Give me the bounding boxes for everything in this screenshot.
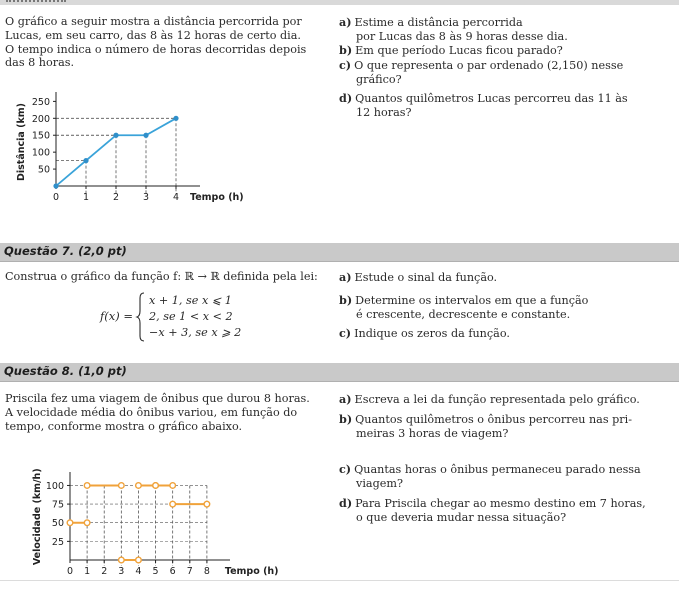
q7-case: 2, se 1 < x < 2 (149, 310, 233, 323)
q6-item-letter: c) (339, 58, 352, 72)
q7-item-letter: a) (339, 270, 352, 284)
speed-y-tick-label: 25 (51, 536, 64, 548)
distance-y-tick-label: 150 (31, 130, 50, 142)
q8-item-b (339, 413, 675, 441)
q7-item-a (339, 271, 669, 285)
q8-item-text: o que deveria mudar nessa situação? (356, 510, 567, 524)
speed-y-tick-label: 50 (51, 518, 64, 530)
speed-x-tick-label: 6 (169, 566, 176, 577)
distance-data-point (143, 133, 148, 138)
q6-item-letter: b) (339, 43, 353, 57)
speed-data-point (119, 557, 125, 563)
speed-data-point (170, 501, 176, 507)
distance-data-point (113, 133, 118, 138)
q8-header-bar (0, 363, 679, 382)
speed-chart (28, 470, 298, 580)
q7-header: Questão 7. (2,0 pt) (4, 244, 127, 258)
speed-data-point (170, 483, 176, 489)
speed-x-tick-label: 8 (203, 566, 210, 577)
q6-intro-line: O tempo indica o número de horas decorridas depois (5, 42, 307, 56)
q8-intro-line: A velocidade média do ônibus variou, em função do (5, 405, 298, 419)
speed-x-tick-label: 5 (152, 566, 159, 577)
q7-case: −x + 3, se x ⩾ 2 (149, 326, 242, 339)
q7-item-text: Estude o sinal da função. (354, 271, 498, 284)
q8-item-letter: a) (339, 392, 352, 406)
q7-item-text: Indique os zeros da função. (354, 327, 510, 340)
q6-item-c (339, 59, 669, 87)
distance-data-point (83, 158, 88, 163)
speed-y-axis-label: Velocidade (km/h) (32, 468, 43, 566)
distance-chart (4, 90, 244, 215)
q6-item-text: Quantos quilômetros Lucas percorreu das 11 às (355, 92, 628, 105)
speed-x-axis-label: Tempo (h) (224, 566, 279, 577)
speed-data-point (84, 520, 90, 526)
q7-item-letter: c) (339, 326, 352, 340)
q6-item-b (339, 44, 669, 58)
q7-item-text: é crescente, decrescente e constante. (356, 307, 571, 321)
q6-item-text: O que representa o par ordenado (2,150) nesse (354, 59, 624, 72)
speed-x-tick-label: 3 (118, 566, 125, 577)
distance-y-tick-label: 100 (31, 147, 50, 159)
q6-intro-line: O gráfico a seguir mostra a distância percorrida por (5, 15, 302, 28)
speed-y-tick-label: 75 (51, 499, 64, 511)
speed-x-tick-label: 1 (84, 566, 91, 577)
speed-data-point (136, 483, 142, 489)
q7-item-c (339, 327, 669, 341)
distance-data-point (53, 183, 58, 188)
q7-header-bar (0, 243, 679, 262)
q7-item-b (339, 294, 669, 322)
distance-x-tick-label: 1 (82, 192, 90, 203)
q6-item-d (339, 92, 669, 120)
speed-y-tick-label: 100 (45, 480, 64, 492)
q7-cases (149, 293, 241, 341)
q7-item-letter: b) (339, 293, 353, 307)
q7-case: x + 1, se x ⩽ 1 (149, 294, 232, 307)
distance-x-axis-label: Tempo (h) (190, 192, 244, 203)
q6-item-letter: d) (339, 91, 353, 105)
left-brace (136, 292, 146, 342)
speed-x-tick-label: 0 (66, 566, 74, 577)
q8-item-d (339, 497, 675, 525)
q6-item-text: Em que período Lucas ficou parado? (355, 44, 563, 57)
q8-intro (5, 392, 335, 433)
q7-function-name: f(x) = (100, 309, 134, 323)
q8-item-text: Escreva a lei da função representada pelo gráfico. (354, 393, 640, 406)
q6-item-text: por Lucas das 8 às 9 horas desse dia. (356, 29, 568, 43)
q8-item-letter: b) (339, 412, 353, 426)
distance-x-tick-label: 4 (172, 192, 180, 203)
q8-intro-line: tempo, conforme mostra o gráfico abaixo. (5, 419, 243, 433)
q8-item-text: Quantas horas o ônibus permaneceu parado nessa (354, 463, 641, 476)
q6-intro-line: das 8 horas. (5, 56, 75, 70)
distance-x-tick-label: 0 (52, 192, 60, 203)
q8-item-text: viagem? (356, 476, 403, 490)
q8-item-text: Quantos quilômetros o ônibus percorreu nas pri- (355, 413, 632, 426)
q7-intro: Construa o gráfico da função f: ℝ → ℝ definida pela lei: (5, 270, 318, 283)
speed-data-point (204, 501, 210, 507)
q8-intro-line: Priscila fez uma viagem de ônibus que durou 8 horas. (5, 392, 310, 405)
speed-data-point (136, 557, 142, 563)
speed-data-point (119, 483, 125, 489)
distance-y-tick-label: 200 (31, 113, 50, 125)
q8-header: Questão 8. (1,0 pt) (4, 364, 127, 378)
distance-x-tick-label: 3 (142, 192, 150, 203)
q8-item-a (339, 393, 675, 407)
speed-data-point (67, 520, 73, 526)
q8-item-c (339, 463, 675, 491)
q7-item-text: Determine os intervalos em que a função (355, 294, 589, 307)
speed-x-tick-label: 7 (186, 566, 193, 577)
distance-y-axis-label: Distância (km) (16, 102, 27, 182)
q8-item-text: meiras 3 horas de viagem? (356, 426, 509, 440)
speed-data-point (153, 483, 159, 489)
top-scroll-bar (0, 0, 679, 5)
q6-item-text: gráfico? (356, 72, 402, 86)
q8-item-letter: c) (339, 462, 352, 476)
bottom-divider (0, 580, 679, 581)
q6-item-letter: a) (339, 15, 352, 29)
q8-item-letter: d) (339, 496, 353, 510)
q6-item-text: 12 horas? (356, 105, 412, 119)
q6-item-text: Estime a distância percorrida (354, 16, 523, 29)
distance-x-tick-label: 2 (112, 192, 120, 203)
q6-intro-line: Lucas, em seu carro, das 8 às 12 horas de certo dia. (5, 28, 301, 42)
q6-intro (5, 15, 315, 70)
top-bar-dots (6, 0, 66, 5)
distance-y-tick-label: 50 (37, 164, 50, 176)
speed-x-tick-label: 2 (101, 566, 108, 577)
speed-data-point (84, 483, 90, 489)
q8-item-text: Para Priscila chegar ao mesmo destino em 7 horas, (355, 497, 646, 510)
q6-item-a (339, 16, 669, 44)
distance-y-tick-label: 250 (31, 96, 50, 108)
speed-x-tick-label: 4 (135, 566, 142, 577)
distance-data-point (173, 116, 178, 121)
